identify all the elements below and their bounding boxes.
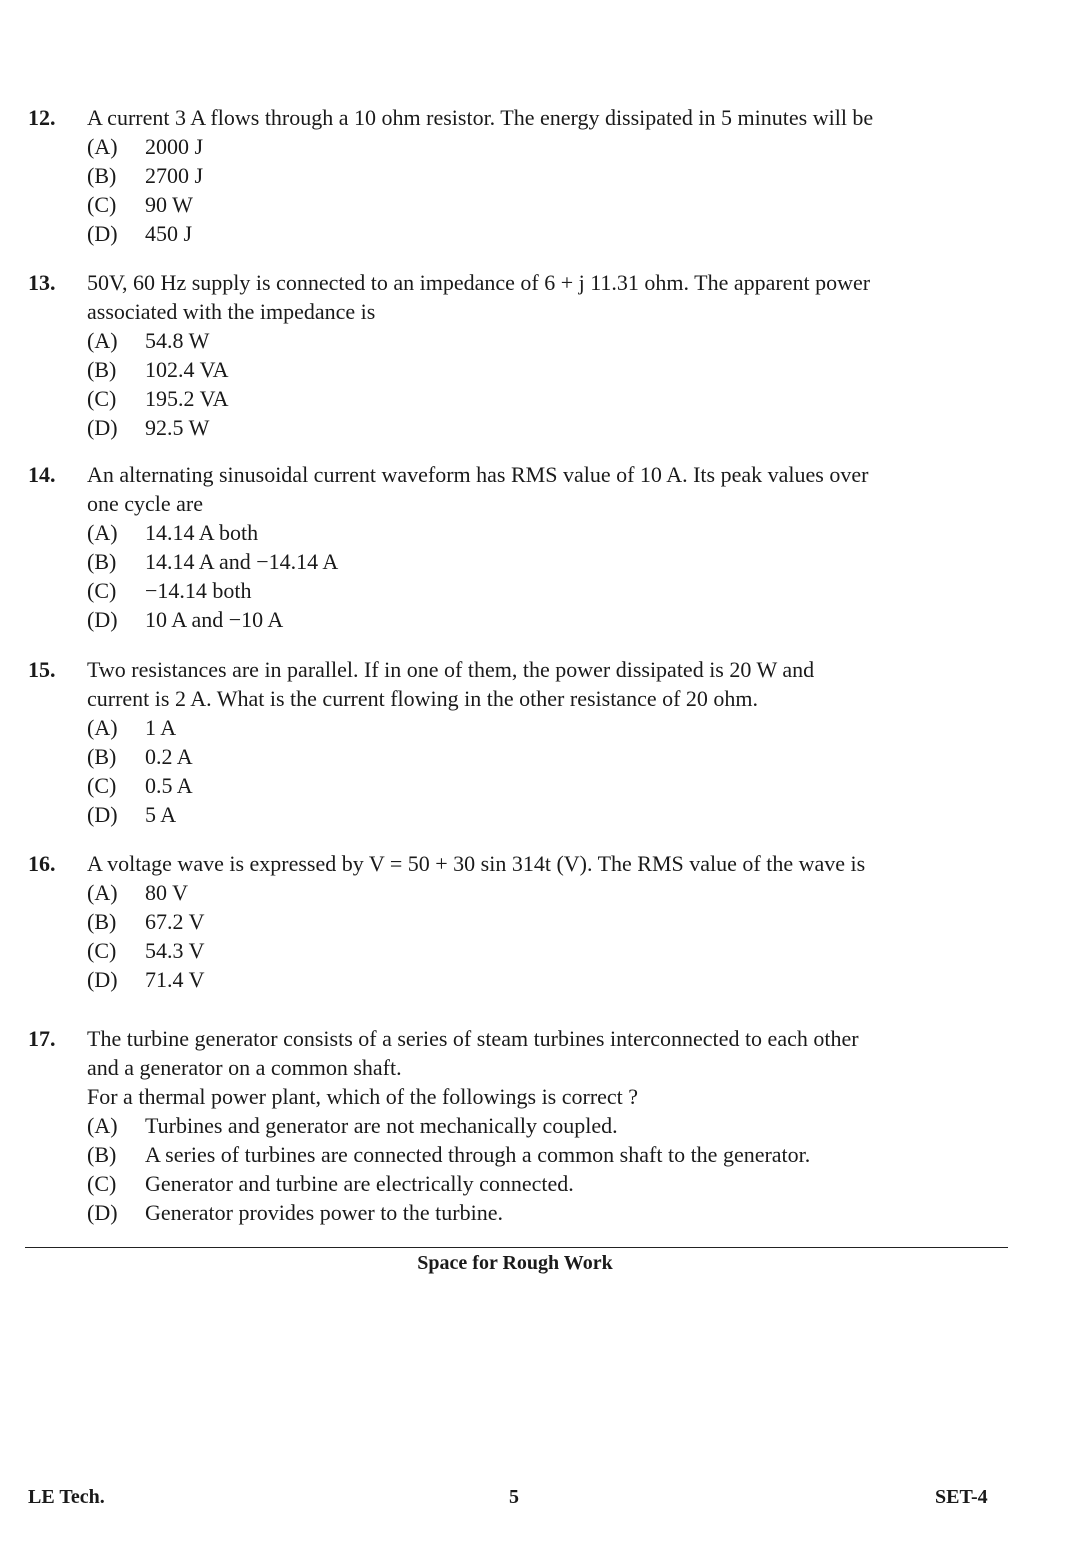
option-text: 67.2 V bbox=[145, 909, 205, 934]
question-number: 14. bbox=[28, 462, 56, 487]
option-label: (D) bbox=[87, 607, 118, 632]
option-list bbox=[87, 326, 1000, 442]
option-text: 10 A and −10 A bbox=[145, 607, 284, 632]
question-text bbox=[87, 1024, 1000, 1111]
option-list bbox=[87, 878, 1000, 994]
option-text: 5 A bbox=[145, 802, 177, 827]
question-line: An alternating sinusoidal current waveform has RMS value of 10 A. Its peak values over bbox=[87, 462, 869, 487]
rough-work-heading: Space for Rough Work bbox=[417, 1252, 613, 1274]
question-line: A current 3 A flows through a 10 ohm resistor. The energy dissipated in 5 minutes will be bbox=[87, 105, 874, 130]
question-13 bbox=[28, 268, 1000, 442]
option-list bbox=[87, 518, 1000, 634]
option-label: (B) bbox=[87, 744, 117, 769]
option-a bbox=[87, 1111, 1000, 1140]
option-a bbox=[87, 518, 1000, 547]
option-text: Turbines and generator are not mechanically coupled. bbox=[145, 1113, 618, 1138]
option-b bbox=[87, 742, 1000, 771]
option-a bbox=[87, 878, 1000, 907]
rough-work-divider bbox=[25, 1247, 1008, 1248]
option-c bbox=[87, 384, 1000, 413]
option-c bbox=[87, 576, 1000, 605]
option-text: 102.4 VA bbox=[145, 357, 229, 382]
option-text: 14.14 A and −14.14 A bbox=[145, 549, 339, 574]
option-label: (C) bbox=[87, 578, 117, 603]
question-number: 12. bbox=[28, 105, 56, 130]
option-label: (B) bbox=[87, 909, 117, 934]
option-text: 54.3 V bbox=[145, 938, 205, 963]
question-text bbox=[87, 849, 1000, 878]
footer-exam-name: LE Tech. bbox=[28, 1486, 105, 1508]
option-label: (D) bbox=[87, 802, 118, 827]
option-d bbox=[87, 800, 1000, 829]
option-label: (C) bbox=[87, 773, 117, 798]
option-b bbox=[87, 161, 1000, 190]
question-17 bbox=[28, 1024, 1000, 1227]
option-label: (A) bbox=[87, 715, 118, 740]
option-text: A series of turbines are connected through a common shaft to the generator. bbox=[145, 1142, 811, 1167]
option-label: (C) bbox=[87, 1171, 117, 1196]
footer-set-code: SET-4 bbox=[935, 1486, 988, 1508]
option-label: (B) bbox=[87, 549, 117, 574]
option-b bbox=[87, 907, 1000, 936]
option-list bbox=[87, 713, 1000, 829]
question-14 bbox=[28, 460, 1000, 634]
question-number: 17. bbox=[28, 1026, 56, 1051]
option-b bbox=[87, 355, 1000, 384]
option-label: (A) bbox=[87, 1113, 118, 1138]
option-label: (D) bbox=[87, 221, 118, 246]
option-a bbox=[87, 713, 1000, 742]
option-list bbox=[87, 1111, 1000, 1227]
option-label: (A) bbox=[87, 134, 118, 159]
option-label: (D) bbox=[87, 1200, 118, 1225]
option-text: 14.14 A both bbox=[145, 520, 259, 545]
question-text bbox=[87, 655, 1000, 713]
option-label: (C) bbox=[87, 386, 117, 411]
option-c bbox=[87, 1169, 1000, 1198]
option-label: (B) bbox=[87, 357, 117, 382]
option-label: (B) bbox=[87, 1142, 117, 1167]
option-text: 450 J bbox=[145, 221, 193, 246]
option-a bbox=[87, 326, 1000, 355]
option-b bbox=[87, 1140, 1000, 1169]
option-label: (C) bbox=[87, 938, 117, 963]
footer-page-number: 5 bbox=[509, 1486, 519, 1508]
question-number: 13. bbox=[28, 270, 56, 295]
question-text bbox=[87, 103, 1000, 132]
option-list bbox=[87, 132, 1000, 248]
option-text: Generator and turbine are electrically connected. bbox=[145, 1171, 574, 1196]
option-text: 0.2 A bbox=[145, 744, 193, 769]
question-line: Two resistances are in parallel. If in one of them, the power dissipated is 20 W and bbox=[87, 657, 815, 682]
option-d bbox=[87, 605, 1000, 634]
option-label: (D) bbox=[87, 415, 118, 440]
question-line: current is 2 A. What is the current flowing in the other resistance of 20 ohm. bbox=[87, 686, 759, 711]
option-b bbox=[87, 547, 1000, 576]
question-number: 16. bbox=[28, 851, 56, 876]
option-text: Generator provides power to the turbine. bbox=[145, 1200, 503, 1225]
question-line: For a thermal power plant, which of the followings is correct ? bbox=[87, 1084, 639, 1109]
option-a bbox=[87, 132, 1000, 161]
option-c bbox=[87, 936, 1000, 965]
question-line: associated with the impedance is bbox=[87, 299, 376, 324]
question-number: 15. bbox=[28, 657, 56, 682]
option-label: (C) bbox=[87, 192, 117, 217]
option-text: 1 A bbox=[145, 715, 177, 740]
question-line: and a generator on a common shaft. bbox=[87, 1055, 402, 1080]
option-text: 2000 J bbox=[145, 134, 204, 159]
question-line: A voltage wave is expressed by V = 50 + 30 sin 314t (V). The RMS value of the wave is bbox=[87, 851, 866, 876]
question-16 bbox=[28, 849, 1000, 994]
question-12 bbox=[28, 103, 1000, 248]
option-c bbox=[87, 190, 1000, 219]
option-text: 92.5 W bbox=[145, 415, 210, 440]
question-line: The turbine generator consists of a series of steam turbines interconnected to each other bbox=[87, 1026, 859, 1051]
option-text: 195.2 VA bbox=[145, 386, 229, 411]
option-label: (A) bbox=[87, 328, 118, 353]
option-d bbox=[87, 219, 1000, 248]
question-text bbox=[87, 268, 1000, 326]
option-label: (A) bbox=[87, 880, 118, 905]
question-text bbox=[87, 460, 1000, 518]
option-text: 0.5 A bbox=[145, 773, 193, 798]
option-label: (D) bbox=[87, 967, 118, 992]
question-line: 50V, 60 Hz supply is connected to an impedance of 6 + j 11.31 ohm. The apparent power bbox=[87, 270, 871, 295]
option-text: 90 W bbox=[145, 192, 193, 217]
option-text: 54.8 W bbox=[145, 328, 210, 353]
option-c bbox=[87, 771, 1000, 800]
option-text: 71.4 V bbox=[145, 967, 205, 992]
question-15 bbox=[28, 655, 1000, 829]
option-text: 2700 J bbox=[145, 163, 204, 188]
option-label: (B) bbox=[87, 163, 117, 188]
option-d bbox=[87, 1198, 1000, 1227]
option-d bbox=[87, 413, 1000, 442]
option-d bbox=[87, 965, 1000, 994]
option-text: −14.14 both bbox=[145, 578, 252, 603]
option-text: 80 V bbox=[145, 880, 188, 905]
question-line: one cycle are bbox=[87, 491, 204, 516]
option-label: (A) bbox=[87, 520, 118, 545]
